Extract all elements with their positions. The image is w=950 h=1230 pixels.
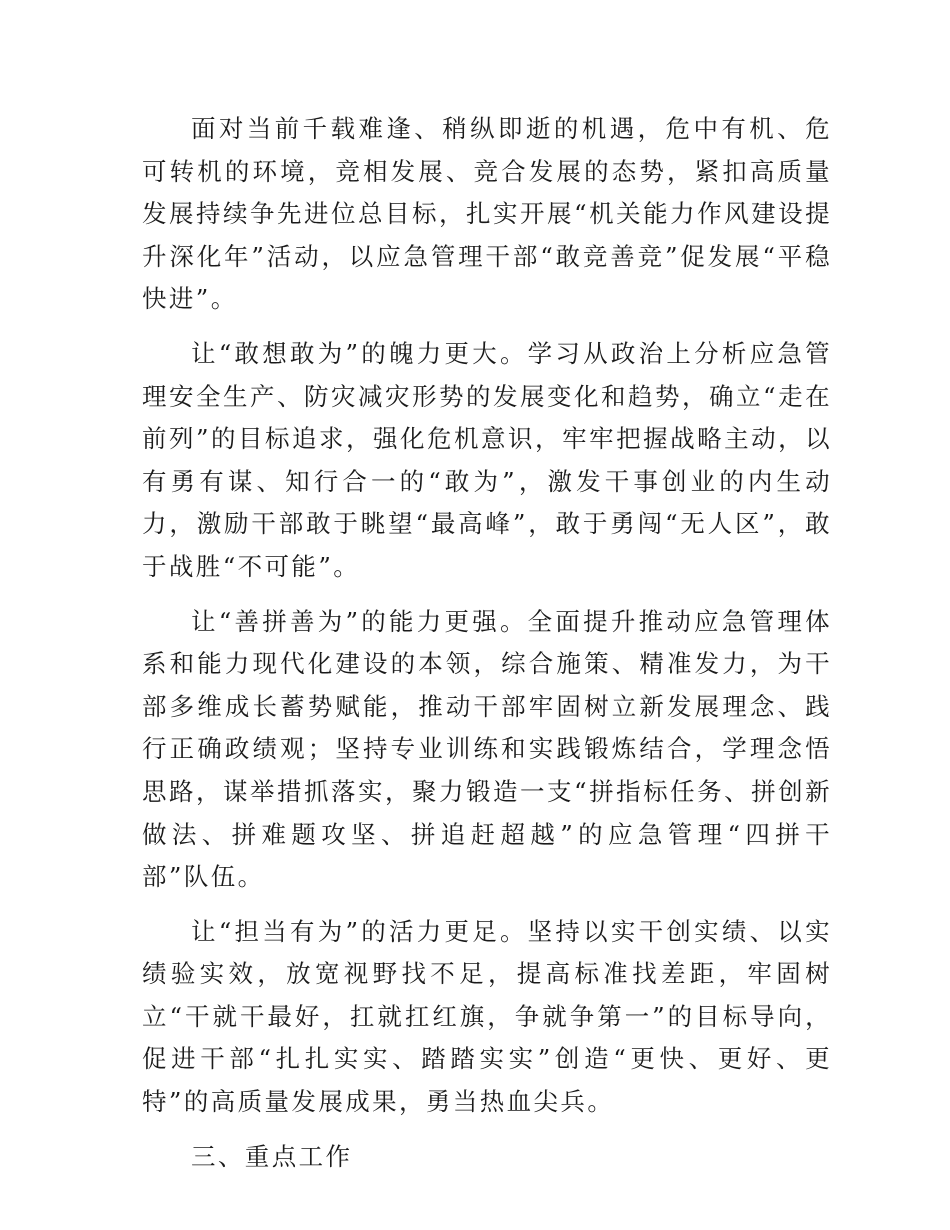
- paragraph-strive: 让“善拼善为”的能力更强。全面提升推动应急管理体系和能力现代化建设的本领，综合施策、精准发力，为干部多维成长蓄势赋能，推动干部牢固树立新发展理念、践行正确政绩观；坚持专业训练和实践锻炼结合，学理念悟思路，谋举措抓落实，聚力锻造一支“拼指标任务、拼创新做法、拼难题攻坚、拼追赶超越”的应急管理“四拼干部”队伍。: [142, 606, 832, 892]
- document-body: [142, 108, 832, 1178]
- paragraph-dare: 让“敢想敢为”的魄力更大。学习从政治上分析应急管理安全生产、防灾减灾形势的发展变化和趋势，确立“走在前列”的目标追求，强化危机意识，牢牢把握战略主动，以有勇有谋、知行合一的“敢为”，激发干事创业的内生动力，激励干部敢于眺望“最高峰”，敢于勇闯“无人区”，敢于战胜“不可能”。: [142, 338, 832, 581]
- paragraph-responsibility: 让“担当有为”的活力更足。坚持以实干创实绩、以实绩验实效，放宽视野找不足，提高标准找差距，牢固树立“干就干最好，扛就扛红旗，争就争第一”的目标导向，促进干部“扎扎实实、踏踏实实”创造“更快、更好、更特”的高质量发展成果，勇当热血尖兵。: [142, 916, 832, 1117]
- paragraph-intro: 面对当前千载难逢、稍纵即逝的机遇，危中有机、危可转机的环境，竞相发展、竞合发展的态势，紧扣高质量发展持续争先进位总目标，扎实开展“机关能力作风建设提升深化年”活动，以应急管理干部“敢竞善竞”促发展“平稳快进”。: [142, 114, 832, 314]
- section-heading: 三、重点工作: [191, 1141, 353, 1171]
